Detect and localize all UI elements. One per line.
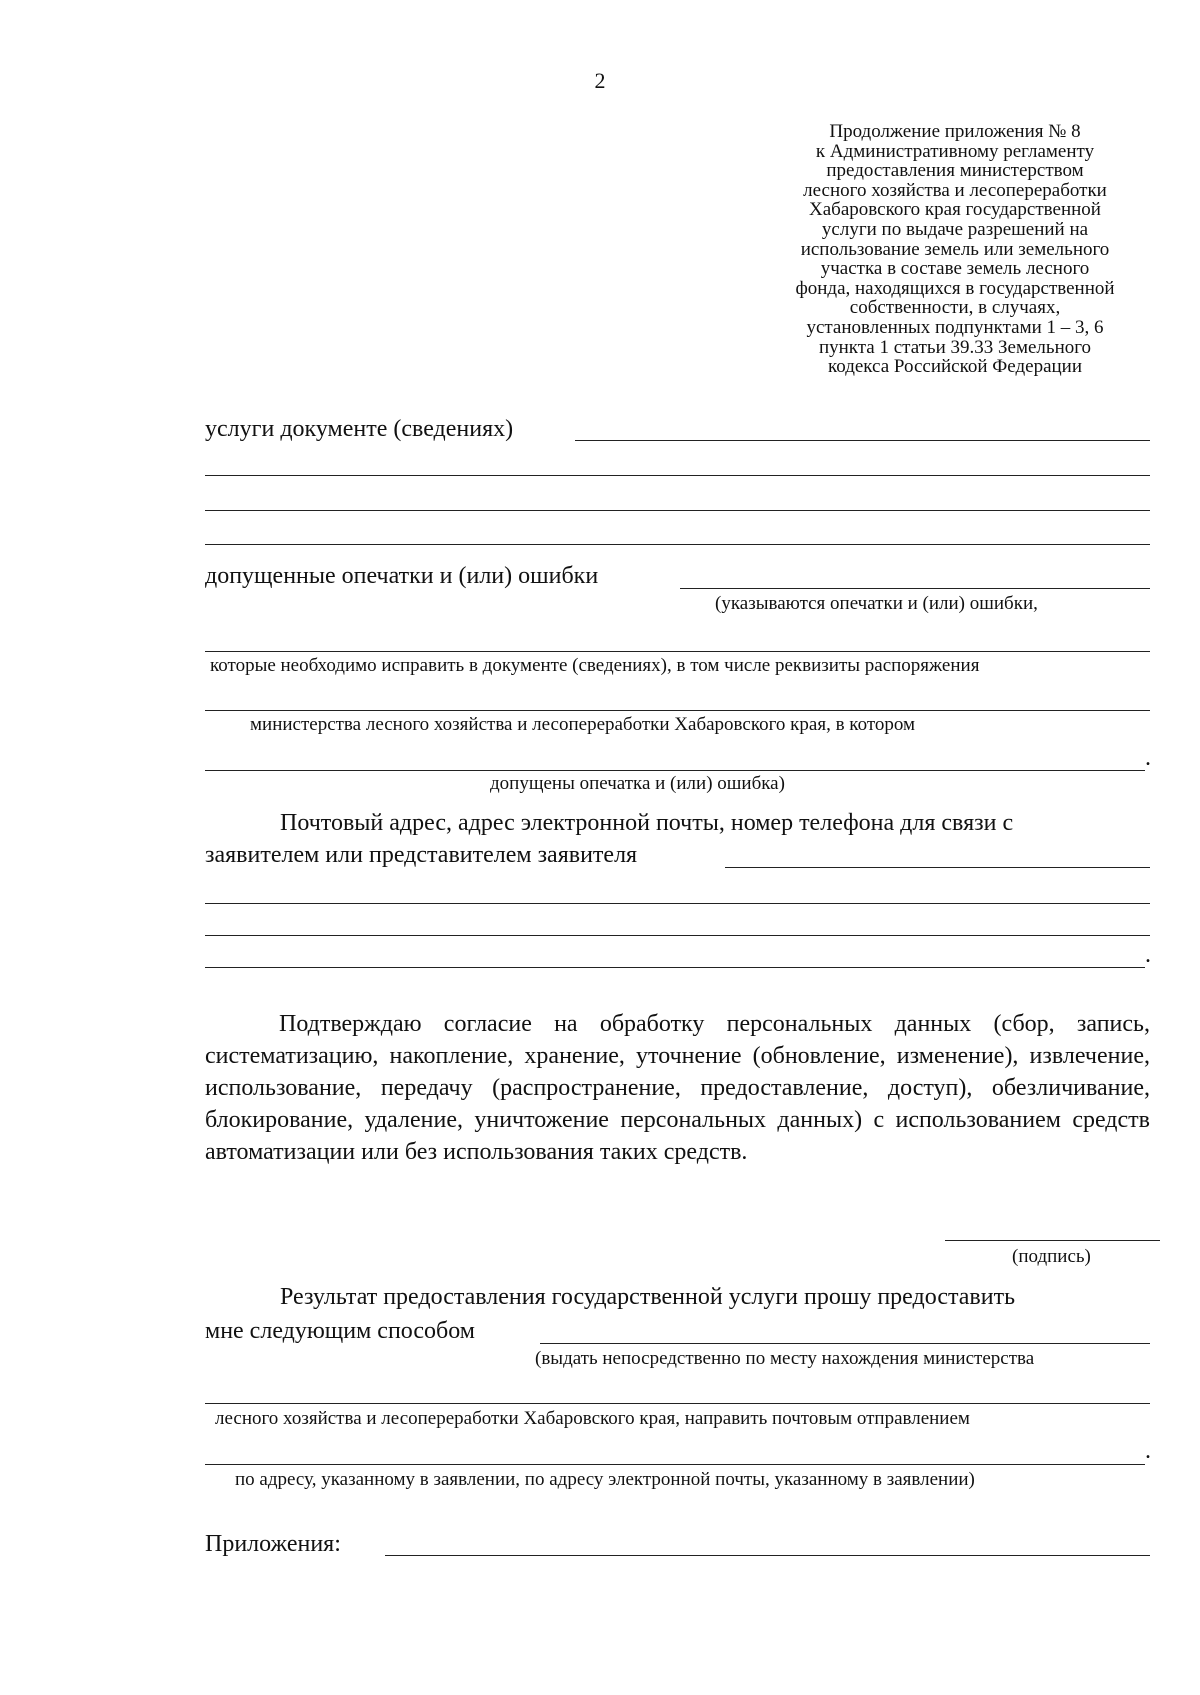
errors-field-line[interactable] [205,770,1145,771]
document-label: услуги документе (сведениях) [205,416,514,442]
errors-hint: министерства лесного хозяйства и лесопереработки Хабаровского края, в котором [250,714,916,735]
document-field-line[interactable] [205,510,1150,511]
header-line: услуги по выдаче разрешений на [821,218,1089,240]
errors-hint: которые необходимо исправить в документе (сведениях), в том числе реквизиты распоряжения [210,655,980,676]
attachments-field[interactable] [385,1555,1150,1556]
result-text: Результат предоставления государственной услуги прошу предоставить [280,1284,1016,1310]
header-line: кодекса Российской Федерации [827,356,1083,378]
header-line: фонда, находящихся в государственной [795,277,1115,299]
header-line: лесного хозяйства и лесопереработки [803,179,1107,201]
attachments-label: Приложения: [205,1531,341,1557]
contact-field-line[interactable] [205,935,1150,936]
signature-hint: (подпись) [1012,1246,1091,1267]
document-field-line[interactable] [205,544,1150,545]
result-field-line[interactable] [205,1403,1150,1404]
header-line: Хабаровского края государственной [809,199,1101,221]
header-line: Продолжение приложения № 8 [829,121,1081,142]
signature-field[interactable] [945,1240,1160,1241]
result-text: мне следующим способом [205,1318,475,1344]
document-field[interactable] [575,440,1150,441]
header-line: участка в составе земель лесного [820,258,1090,280]
errors-field-line[interactable] [205,651,1150,652]
consent-paragraph: Подтверждаю согласие на обработку персональных данных (сбор, запись, систематизацию, накопление, хранение, уточнение (обновление, изменение), извлечение, использование, передачу (распространение, предоставление, доступ), обезличивание, блокирование, удаление, уничтожение персональных данных) с использованием средств автоматизации или без использования таких средств. [205,1011,1150,1165]
contact-field-line[interactable] [205,903,1150,904]
page-number: 2 [594,68,606,93]
result-field[interactable] [540,1343,1150,1344]
contact-text: заявителем или представителем заявителя [205,842,638,868]
period: . [1145,1438,1151,1464]
contact-field-line[interactable] [205,967,1145,968]
appendix-header [740,122,1170,377]
result-hint: по адресу, указанному в заявлении, по адресу электронной почты, указанному в заявлении) [235,1469,975,1490]
period: . [1145,745,1151,771]
header-line: использование земель или земельного [800,238,1110,260]
header-line: к Административному регламенту [815,140,1095,162]
errors-hint: допущены опечатка и (или) ошибка) [490,773,785,794]
contact-field[interactable] [725,867,1150,868]
result-hint: лесного хозяйства и лесопереработки Хабаровского края, направить почтовым отправлением [215,1408,970,1429]
header-line: собственности, в случаях, [849,297,1061,319]
errors-field[interactable] [680,588,1150,589]
errors-hint: (указываются опечатки и (или) ошибки, [715,593,1038,614]
contact-text: Почтовый адрес, адрес электронной почты, номер телефона для связи с [280,810,1014,836]
header-line: предоставления министерством [826,160,1084,182]
document-field-line[interactable] [205,475,1150,476]
errors-label: допущенные опечатки и (или) ошибки [205,563,599,589]
result-hint: (выдать непосредственно по месту нахождения министерства [535,1348,1035,1369]
result-field-line[interactable] [205,1464,1145,1465]
period: . [1145,942,1151,968]
header-line: пункта 1 статьи 39.33 Земельного [818,336,1092,358]
header-line: установленных подпунктами 1 – 3, 6 [806,316,1104,338]
errors-field-line[interactable] [205,710,1150,711]
